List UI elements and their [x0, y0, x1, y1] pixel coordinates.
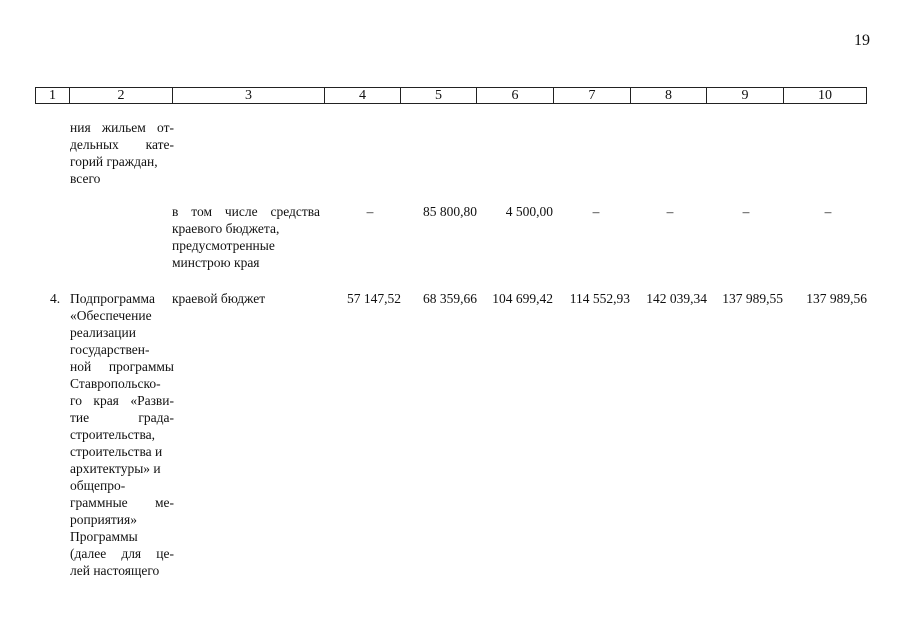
- row-c-description: [70, 290, 174, 579]
- row-b-value-col7: –: [592, 204, 600, 219]
- header-row: [36, 88, 867, 104]
- row-b-value-col4: –: [366, 204, 374, 219]
- text-line: краевого бюджета,: [172, 221, 280, 236]
- text-line: предусмотренные: [172, 238, 275, 253]
- text-line: минстрою края: [172, 255, 260, 270]
- text-line: всего: [70, 171, 101, 186]
- row-b-value-col8: –: [666, 204, 674, 219]
- header-cell: 9: [707, 88, 784, 104]
- row-b-value-col10: –: [824, 204, 832, 219]
- header-cell: 10: [784, 88, 867, 104]
- text-line: дельных кате-: [70, 137, 174, 152]
- row-c-value-col10: 137 989,56: [806, 291, 867, 306]
- header-cell: 7: [554, 88, 631, 104]
- header-cell: 6: [477, 88, 554, 104]
- text-line: ния жильем от-: [70, 120, 174, 135]
- row-c-number: 4.: [50, 291, 61, 306]
- text-line: (далее для це-: [70, 546, 174, 561]
- row-c-value-col8: 142 039,34: [646, 291, 707, 306]
- row-c-value-col4: 57 147,52: [347, 291, 401, 306]
- text-line: общепро-: [70, 478, 126, 493]
- header-cell: 1: [36, 88, 70, 104]
- text-line: Программы: [70, 529, 138, 544]
- header-cell: 8: [631, 88, 707, 104]
- text-line: государствен-: [70, 342, 150, 357]
- header-cell: 3: [173, 88, 325, 104]
- text-line: роприятия»: [70, 512, 137, 527]
- text-line: в том числе средства: [172, 204, 320, 219]
- row-c-funding-source: краевой бюджет: [172, 291, 266, 306]
- row-b-value-col6: 4 500,00: [505, 204, 553, 219]
- text-line: строительства и: [70, 444, 163, 459]
- row-b-value-col9: –: [742, 204, 750, 219]
- row-c-value-col5: 68 359,66: [423, 291, 477, 306]
- text-line: ной программы: [70, 359, 174, 374]
- text-line: Ставропольско-: [70, 376, 161, 391]
- header-cell: 4: [325, 88, 401, 104]
- header-cell: 5: [401, 88, 477, 104]
- text-line: лей настоящего: [70, 563, 160, 578]
- text-line: строительства,: [70, 427, 156, 442]
- text-line: реализации: [70, 325, 136, 340]
- text-line: «Обеспечение: [70, 308, 152, 323]
- row-b-value-col5: 85 800,80: [423, 204, 477, 219]
- column-number-header: [35, 87, 867, 104]
- text-line: граммные ме-: [70, 495, 174, 510]
- row-c-value-col9: 137 989,55: [722, 291, 783, 306]
- row-a-description: [70, 119, 174, 187]
- text-line: горий граждан,: [70, 154, 158, 169]
- text-line: архитектуры» и: [70, 461, 161, 476]
- text-line: го края «Разви-: [70, 393, 174, 408]
- header-cell: 2: [70, 88, 173, 104]
- row-c-value-col6: 104 699,42: [492, 291, 553, 306]
- text-line: тие града-: [70, 410, 174, 425]
- row-c-value-col7: 114 552,93: [569, 291, 630, 306]
- page-number: 19: [854, 32, 870, 49]
- row-b-funding-source: [172, 203, 320, 271]
- text-line: Подпрограмма: [70, 291, 155, 306]
